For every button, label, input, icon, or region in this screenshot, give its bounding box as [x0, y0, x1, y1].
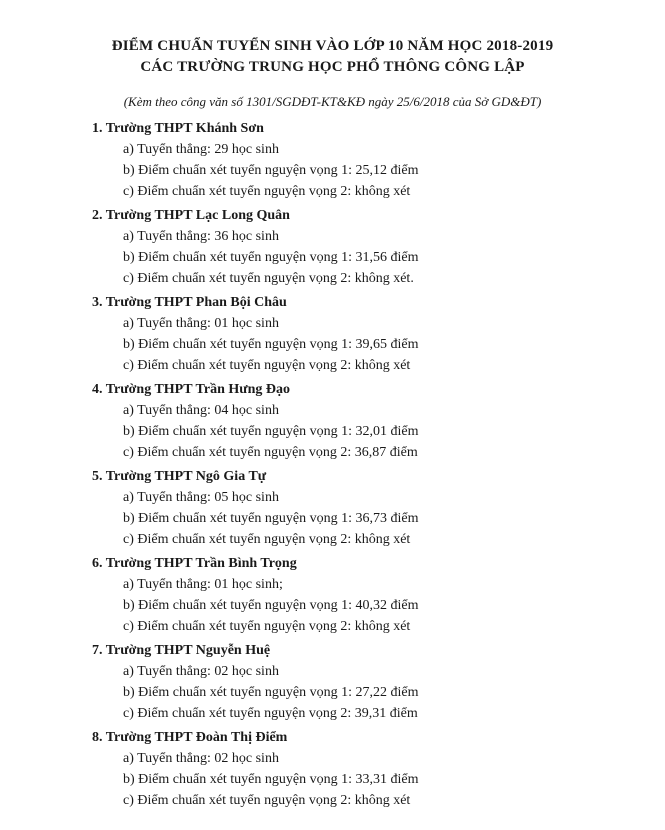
- school-item: [92, 554, 632, 641]
- school-item: [92, 641, 632, 728]
- school-item: [92, 206, 632, 293]
- school-list: [92, 119, 632, 815]
- document-title-line-2: CÁC TRƯỜNG TRUNG HỌC PHỔ THÔNG CÔNG LẬP: [140, 59, 525, 75]
- direct-admission-line: a) Tuyển thẳng: 05 học sinh: [123, 490, 279, 505]
- school-name: 3. Trường THPT Phan Bội Châu: [92, 295, 287, 310]
- aspiration-1-score-line: b) Điểm chuẩn xét tuyển nguyện vọng 1: 33,31 điểm: [123, 772, 419, 787]
- aspiration-2-score-line: c) Điểm chuẩn xét tuyển nguyện vọng 2: không xét: [123, 358, 411, 373]
- school-name: 2. Trường THPT Lạc Long Quân: [92, 208, 290, 223]
- school-item: [92, 293, 632, 380]
- aspiration-2-score-line: c) Điểm chuẩn xét tuyển nguyện vọng 2: 36,87 điểm: [123, 445, 418, 460]
- school-name: 4. Trường THPT Trần Hưng Đạo: [92, 382, 291, 397]
- school-name: 6. Trường THPT Trần Bình Trọng: [92, 556, 297, 571]
- school-item: [92, 380, 632, 467]
- aspiration-1-score-line: b) Điểm chuẩn xét tuyển nguyện vọng 1: 32,01 điểm: [123, 424, 419, 439]
- document-subtitle: (Kèm theo công văn số 1301/SGDĐT-KT&KĐ ngày 25/6/2018 của Sở GD&ĐT): [123, 94, 542, 109]
- school-name: 8. Trường THPT Đoàn Thị Điểm: [92, 730, 288, 745]
- aspiration-2-score-line: c) Điểm chuẩn xét tuyển nguyện vọng 2: 39,31 điểm: [123, 706, 418, 721]
- school-item: [92, 119, 632, 206]
- school-name: 5. Trường THPT Ngô Gia Tự: [92, 469, 267, 484]
- aspiration-1-score-line: b) Điểm chuẩn xét tuyển nguyện vọng 1: 25,12 điểm: [123, 163, 419, 178]
- direct-admission-line: a) Tuyển thẳng: 04 học sinh: [123, 403, 279, 418]
- school-item: [92, 728, 632, 815]
- aspiration-1-score-line: b) Điểm chuẩn xét tuyển nguyện vọng 1: 27,22 điểm: [123, 685, 419, 700]
- direct-admission-line: a) Tuyển thẳng: 01 học sinh: [123, 316, 279, 331]
- school-item: [92, 467, 632, 554]
- direct-admission-line: a) Tuyển thẳng: 36 học sinh: [123, 229, 279, 244]
- direct-admission-line: a) Tuyển thẳng: 29 học sinh: [123, 142, 279, 157]
- aspiration-1-score-line: b) Điểm chuẩn xét tuyển nguyện vọng 1: 31,56 điểm: [123, 250, 419, 265]
- school-name: 7. Trường THPT Nguyễn Huệ: [92, 643, 271, 658]
- aspiration-1-score-line: b) Điểm chuẩn xét tuyển nguyện vọng 1: 36,73 điểm: [123, 511, 419, 526]
- direct-admission-line: a) Tuyển thẳng: 02 học sinh: [123, 664, 279, 679]
- direct-admission-line: a) Tuyển thẳng: 01 học sinh;: [123, 577, 283, 592]
- aspiration-2-score-line: c) Điểm chuẩn xét tuyển nguyện vọng 2: không xét: [123, 532, 411, 547]
- aspiration-2-score-line: c) Điểm chuẩn xét tuyển nguyện vọng 2: không xét: [123, 793, 411, 808]
- school-name: 1. Trường THPT Khánh Sơn: [92, 121, 264, 136]
- aspiration-2-score-line: c) Điểm chuẩn xét tuyển nguyện vọng 2: không xét: [123, 184, 411, 199]
- aspiration-1-score-line: b) Điểm chuẩn xét tuyển nguyện vọng 1: 40,32 điểm: [123, 598, 419, 613]
- aspiration-1-score-line: b) Điểm chuẩn xét tuyển nguyện vọng 1: 39,65 điểm: [123, 337, 419, 352]
- document-title-line-1: ĐIỂM CHUẨN TUYỂN SINH VÀO LỚP 10 NĂM HỌC 2018-2019: [111, 38, 554, 54]
- aspiration-2-score-line: c) Điểm chuẩn xét tuyển nguyện vọng 2: không xét: [123, 619, 411, 634]
- aspiration-2-score-line: c) Điểm chuẩn xét tuyển nguyện vọng 2: không xét.: [123, 271, 414, 286]
- direct-admission-line: a) Tuyển thẳng: 02 học sinh: [123, 751, 279, 766]
